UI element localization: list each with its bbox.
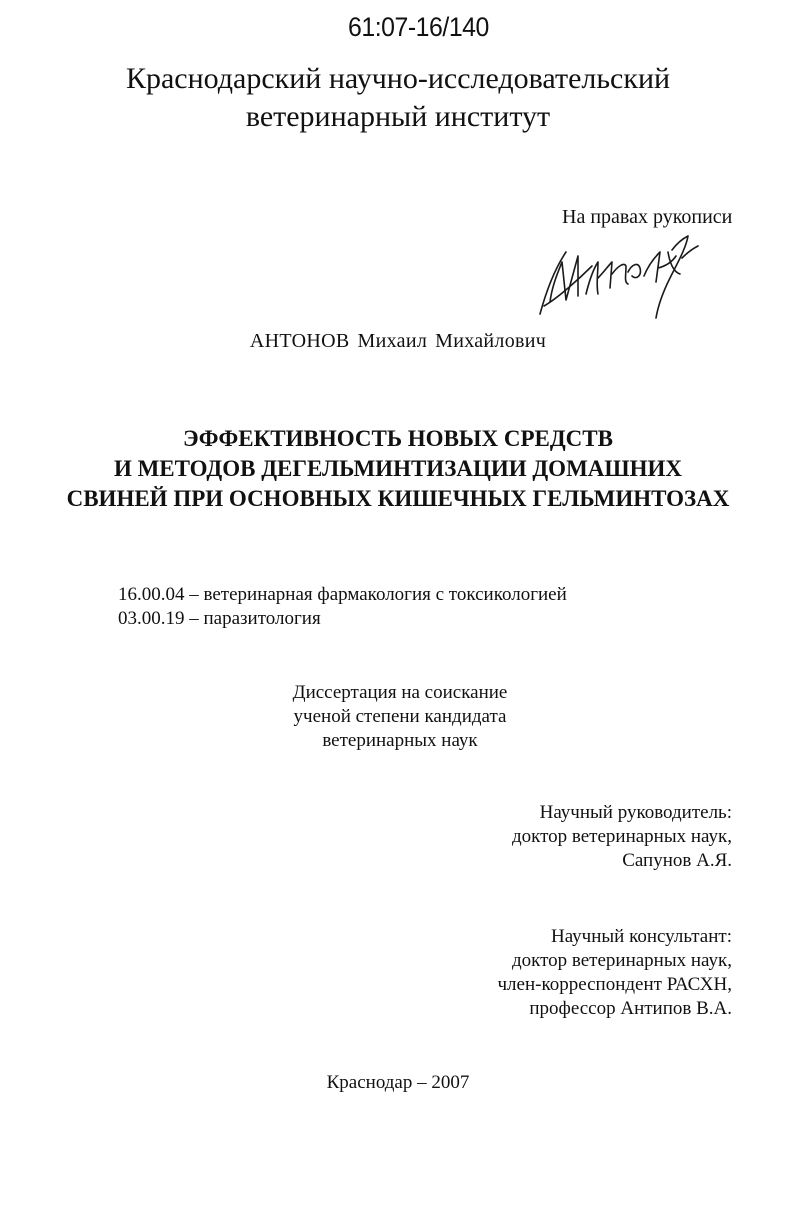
- degree-statement: [250, 681, 550, 753]
- degree-line-1: Диссертация на соискание: [292, 682, 508, 703]
- institution-line-2: ветеринарный институт: [245, 100, 551, 133]
- author-surname: АНТОНОВ: [249, 330, 350, 352]
- author-patronymic: Михайлович: [435, 330, 547, 352]
- handwritten-signature: [532, 222, 712, 322]
- scientific-consultant: [497, 925, 732, 1021]
- document-number: 61:07-16/140: [348, 12, 489, 42]
- consultant-line-1: Научный консультант:: [550, 926, 732, 947]
- institution-name: [0, 60, 796, 136]
- specialty-line-1: 16.00.04 – ветеринарная фармакология с токсикологией: [118, 584, 567, 605]
- specialty-line-2: 03.00.19 – паразитология: [118, 608, 321, 629]
- degree-line-2: ученой степени кандидата: [293, 706, 507, 727]
- supervisor-line-2: доктор ветеринарных наук,: [511, 826, 732, 847]
- supervisor-line-3: Сапунов А.Я.: [622, 850, 732, 871]
- title-line-2: И МЕТОДОВ ДЕГЕЛЬМИНТИЗАЦИИ ДОМАШНИХ: [113, 456, 683, 481]
- supervisor-line-1: Научный руководитель:: [539, 802, 732, 823]
- manuscript-rights-note: На правах рукописи: [562, 206, 733, 228]
- author-name: [0, 330, 796, 353]
- place-and-year: Краснодар – 2007: [326, 1072, 470, 1093]
- degree-line-3: ветеринарных наук: [322, 730, 478, 751]
- title-line-1: ЭФФЕКТИВНОСТЬ НОВЫХ СРЕДСТВ: [183, 426, 613, 451]
- specialty-codes: [118, 583, 567, 631]
- title-line-3: СВИНЕЙ ПРИ ОСНОВНЫХ КИШЕЧНЫХ ГЕЛЬМИНТОЗАХ: [66, 486, 730, 511]
- institution-line-1: Краснодарский научно-исследовательский: [125, 62, 671, 95]
- author-first-name: Михаил: [357, 330, 428, 352]
- dissertation-title: [0, 424, 796, 514]
- consultant-line-3: член-корреспондент РАСХН,: [497, 974, 732, 995]
- scientific-supervisor: [512, 801, 732, 873]
- consultant-line-4: профессор Антипов В.А.: [529, 998, 732, 1019]
- consultant-line-2: доктор ветеринарных наук,: [511, 950, 732, 971]
